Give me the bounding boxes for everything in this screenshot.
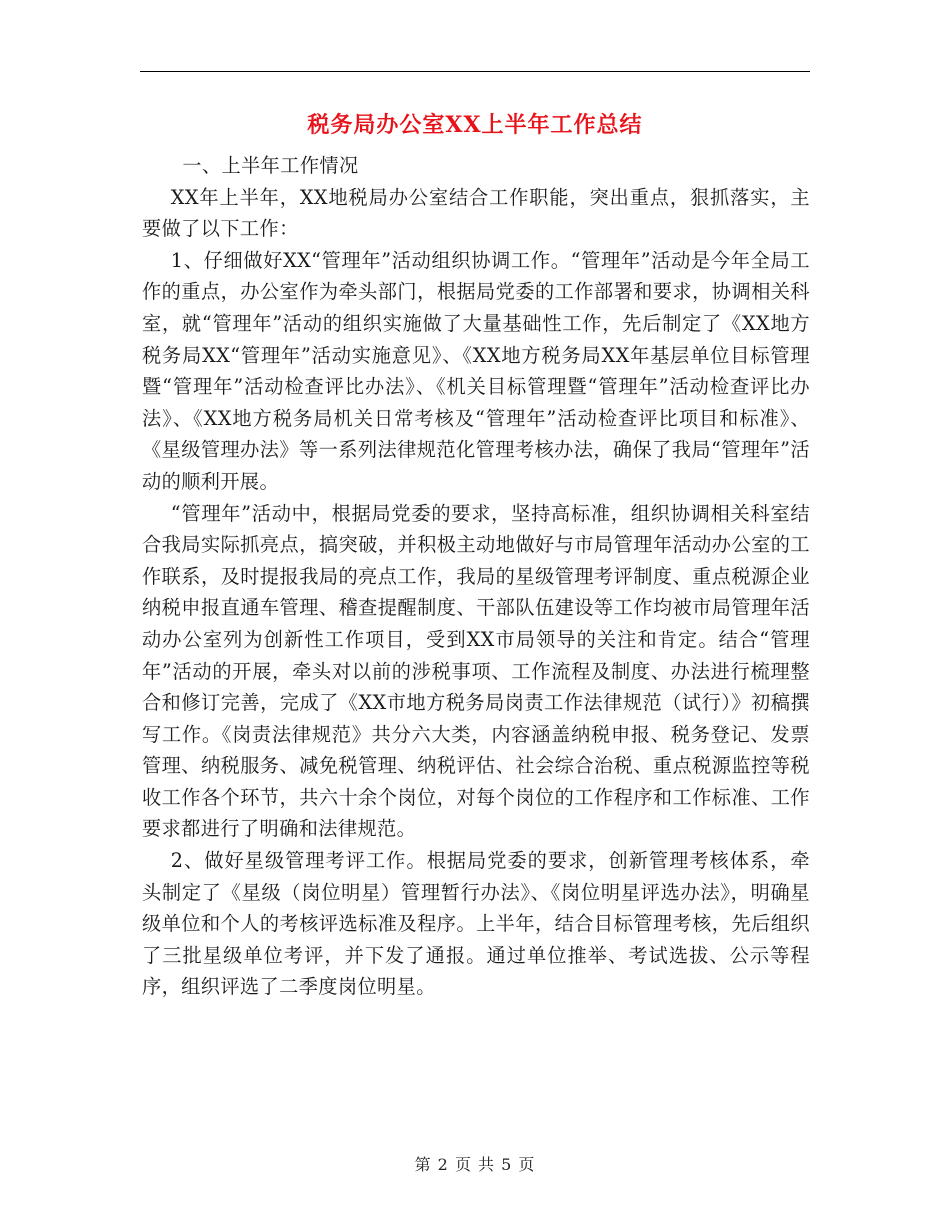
header-rule [140,71,810,72]
body-paragraph: 2、做好星级管理考评工作。根据局党委的要求，创新管理考核体系，牵头制定了《星级（岗位明星）管理暂行办法》、《岗位明星评选办法》，明确星级单位和个人的考核评选标准及程序。上半年，结合目标管理考核，先后组织了三批星级单位考评，并下发了通报。通过单位推举、考试选拔、公示等程序，组织评选了二季度岗位明星。 [142,849,810,999]
body-paragraph: “管理年”活动中，根据局党委的要求，坚持高标准，组织协调相关科室结合我局实际抓亮点，搞突破，并积极主动地做好与市局管理年活动办公室的工作联系，及时提报我局的亮点工作，我局的星级管理考评制度、重点税源企业纳税申报直通车管理、稽查提醒制度、干部队伍建设等工作均被市局管理年活动办公室列为创新性工作项目，受到XX市局领导的关注和肯定。结合“管理年”活动的开展，牵头对以前的涉税事项、工作流程及制度、办法进行梳理整合和修订完善，完成了《XX市地方税务局岗责工作法律规范（试行）》初稿撰写工作。《岗责法律规范》共分六大类，内容涵盖纳税申报、税务登记、发票管理、纳税服务、减免税管理、纳税评估、社会综合治税、重点税源监控等税收工作各个环节，共六十余个岗位，对每个岗位的工作程序和工作标准、工作要求都进行了明确和法律规范。 [142,501,810,841]
body-paragraph: XX年上半年，XX地税局办公室结合工作职能，突出重点，狠抓落实，主要做了以下工作： [142,185,810,241]
page-number: 第 2 页 共 5 页 [414,1155,536,1174]
body-paragraph: 1、仔细做好XX“管理年”活动组织协调工作。“管理年”活动是今年全局工作的重点，办公室作为牵头部门，根据局党委的工作部署和要求，协调相关科室，就“管理年”活动的组织实施做了大量基础性工作，先后制定了《XX地方税务局XX“管理年”活动实施意见》、《XX地方税务局XX年基层单位目标管理暨“管理年”活动检查评比办法》、《机关目标管理暨“管理年”活动检查评比办法》、《XX地方税务局机关日常考核及“管理年”活动检查评比项目和标准》、《星级管理办法》等一系列法律规范化管理考核办法，确保了我局“管理年”活动的顺利开展。 [142,248,810,493]
document-body [142,150,810,1003]
document-title: 税务局办公室XX上半年工作总结 [307,112,643,138]
section-heading: 一、上半年工作情况 [182,154,359,177]
